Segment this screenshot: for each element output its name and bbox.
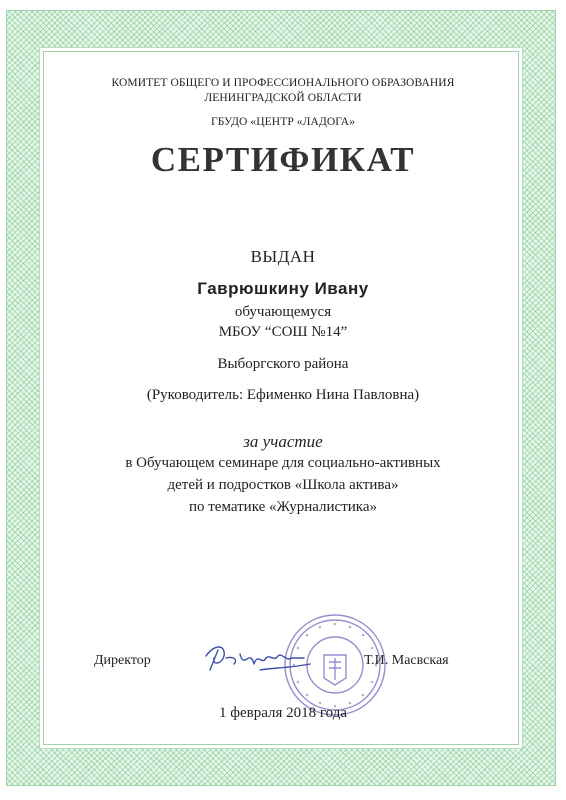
recipient-role: обучающемуся: [234, 304, 332, 320]
organization-name: ГБУДО «ЦЕНТР «ЛАДОГА»: [210, 116, 356, 128]
participation-label: за участие: [243, 432, 323, 451]
district-name: Выборгского района: [217, 356, 349, 372]
school-name: МБОУ “СОШ №14”: [218, 324, 348, 340]
issue-date: 1 февраля 2018 года: [218, 705, 348, 721]
committee-line-2: ЛЕНИНГРАДСКОЙ ОБЛАСТИ: [204, 92, 362, 104]
recipient-name: Гаврюшкину Ивану: [197, 279, 369, 298]
committee-line-1: КОМИТЕТ ОБЩЕГО И ПРОФЕССИОНАЛЬНОГО ОБРАЗОВАНИЯ: [111, 77, 455, 89]
director-signature: [200, 634, 320, 684]
supervisor-line: (Руководитель: Ефименко Нина Павловна): [146, 387, 420, 403]
event-line-3: по тематике «Журналистика»: [188, 499, 378, 515]
certificate-title: СЕРТИФИКАТ: [150, 140, 416, 179]
director-name: Т.И. Масвская: [364, 653, 449, 668]
event-line-2: детей и подростков «Школа актива»: [167, 477, 399, 493]
event-line-1: в Обучающем семинаре для социально-активных: [125, 455, 441, 471]
director-label: Директор: [94, 653, 151, 668]
issued-label: ВЫДАН: [250, 247, 316, 266]
